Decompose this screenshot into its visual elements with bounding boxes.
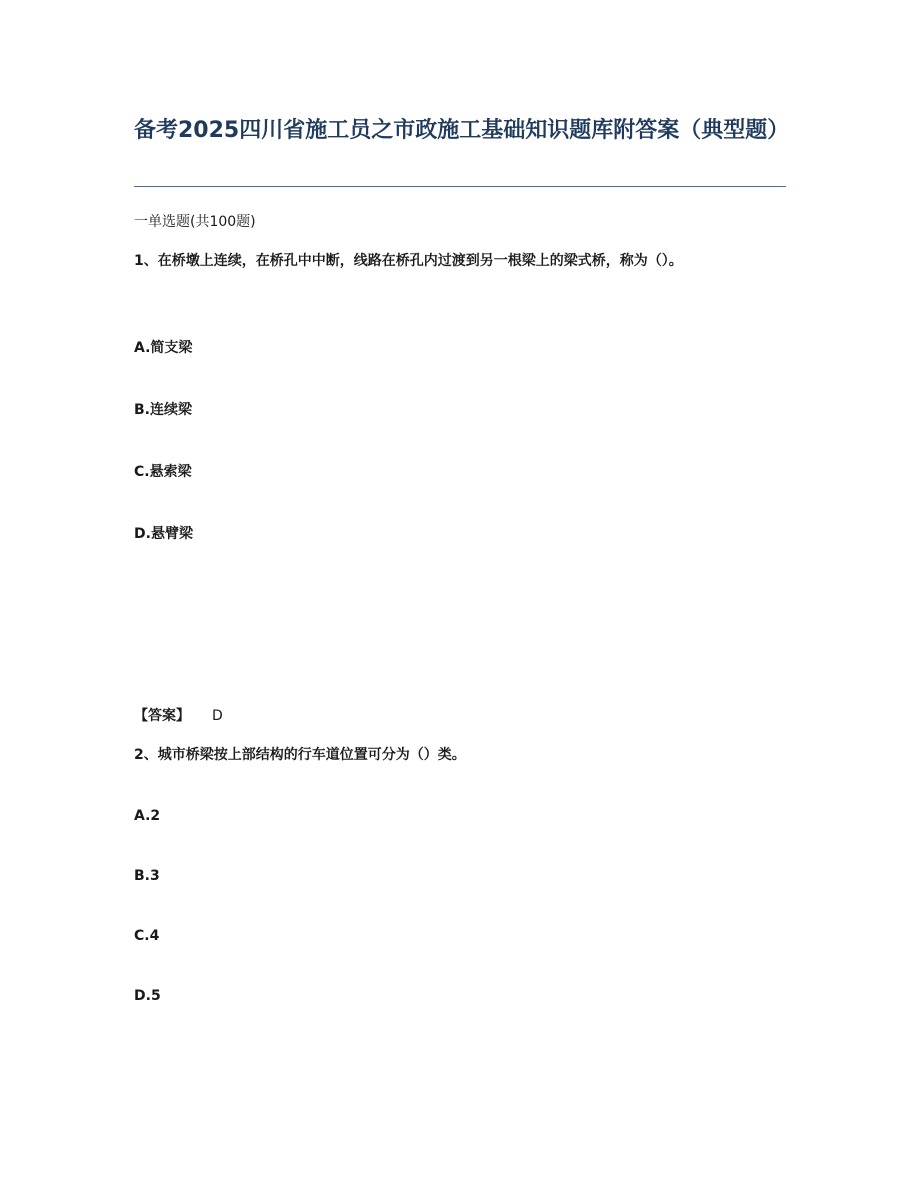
option-d: D.5 xyxy=(134,988,161,1004)
question-1 xyxy=(134,248,786,274)
answer-label: 【答案】 xyxy=(134,708,190,724)
answer xyxy=(134,706,223,726)
question-text: 城市桥梁按上部结构的行车道位置可分为（）类。 xyxy=(157,747,466,763)
question-number: 2、 xyxy=(134,747,158,763)
question-2 xyxy=(134,742,786,768)
question-number: 1、 xyxy=(134,253,158,269)
option-a: A.简支梁 xyxy=(134,340,193,356)
option-c: C.4 xyxy=(134,928,160,944)
option-d: D.悬臂梁 xyxy=(134,526,193,542)
title-divider xyxy=(134,186,786,187)
document-title: 备考2025四川省施工员之市政施工基础知识题库附答案（典型题） xyxy=(134,118,790,143)
option-c: C.悬索梁 xyxy=(134,464,192,480)
answer-value: D xyxy=(212,708,223,724)
question-text: 在桥墩上连续，在桥孔中中断，线路在桥孔内过渡到另一根梁上的梁式桥，称为（）。 xyxy=(157,253,683,269)
section-label: 一单选题(共100题) xyxy=(134,214,256,230)
option-b: B.连续梁 xyxy=(134,402,192,418)
option-a: A.2 xyxy=(134,808,161,824)
option-b: B.3 xyxy=(134,868,160,884)
